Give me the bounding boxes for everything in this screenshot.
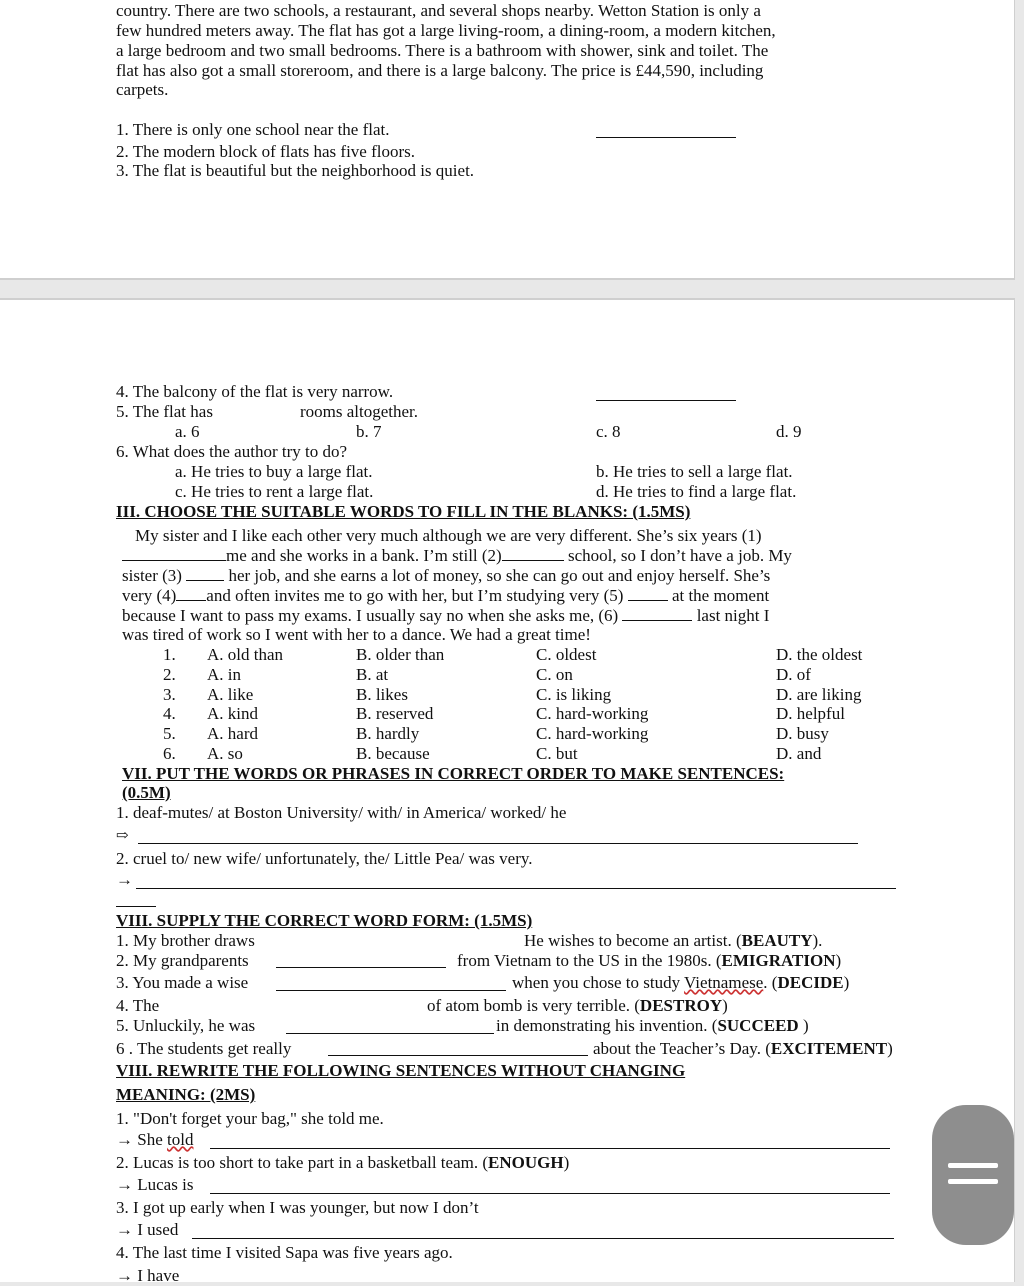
cloze-blank-2[interactable] bbox=[502, 546, 564, 561]
q5-option-a: a. 6 bbox=[175, 422, 200, 441]
option-b[interactable]: B. likes bbox=[356, 685, 408, 704]
cloze-line-3: sister (3) her job, and she earns a lot of money, so she can go out and enjoy herself. She’s bbox=[122, 566, 771, 585]
reorder-answer-line-1[interactable] bbox=[138, 843, 858, 844]
word-form-2: 2. My grandparents bbox=[116, 951, 249, 970]
rewrite-line-3[interactable] bbox=[192, 1238, 894, 1239]
reorder-answer-line-2-cont[interactable] bbox=[116, 906, 156, 907]
rewrite-item-1: 1. "Don't forget your bag," she told me. bbox=[116, 1109, 384, 1128]
option-c[interactable]: C. but bbox=[536, 744, 578, 763]
reorder-item-2: 2. cruel to/ new wife/ unfortunately, the/ Little Pea/ was very. bbox=[116, 849, 533, 868]
cloze-line-4: very (4) and often invites me to go with her, but I’m studying very (5) at the moment bbox=[122, 586, 770, 605]
reorder-item-1: 1. deaf-mutes/ at Boston University/ with/ in America/ worked/ he bbox=[116, 803, 567, 822]
section-7-points: (0.5M) bbox=[122, 783, 171, 802]
answer-blank-4[interactable] bbox=[596, 400, 736, 401]
cloze-line-1: My sister and I like each other very much although we are very different. She’s six years (1) bbox=[135, 526, 762, 545]
rewrite-answer-1: → She told bbox=[116, 1130, 194, 1149]
option-number: 1. bbox=[163, 645, 176, 664]
passage-line-4: flat has also got a small storeroom, and there is a large balcony. The price is £44,590, including bbox=[116, 61, 764, 80]
option-a[interactable]: A. kind bbox=[207, 704, 258, 723]
option-number: 5. bbox=[163, 724, 176, 743]
option-b[interactable]: B. hardly bbox=[356, 724, 420, 743]
rewrite-answer-2: → Lucas is bbox=[116, 1175, 194, 1194]
word-form-2-rest: from Vietnam to the US in the 1980s. (EMIGRATION) bbox=[457, 951, 842, 970]
arrow-icon: ⇨ bbox=[116, 828, 129, 844]
cloze-blank-1[interactable] bbox=[122, 546, 226, 561]
option-c[interactable]: C. oldest bbox=[536, 645, 597, 664]
option-d[interactable]: D. the oldest bbox=[776, 645, 863, 664]
question-5-end: rooms altogether. bbox=[300, 402, 419, 421]
cloze-line-6: was tired of work so I went with her to a dance. We had a great time! bbox=[122, 625, 591, 644]
word-form-4: 4. The bbox=[116, 996, 160, 1015]
word-form-3-rest: when you chose to study Vietnamese. (DECIDE) bbox=[512, 973, 850, 992]
answer-blank-1[interactable] bbox=[596, 137, 736, 138]
rewrite-item-4: 4. The last time I visited Sapa was five years ago. bbox=[116, 1243, 453, 1262]
q6-option-d: d. He tries to find a large flat. bbox=[596, 482, 797, 501]
section-7-heading: VII. PUT THE WORDS OR PHRASES IN CORRECT ORDER TO MAKE SENTENCES: bbox=[122, 764, 785, 783]
q6-option-c: c. He tries to rent a large flat. bbox=[175, 482, 374, 501]
passage-line-3: a large bedroom and two small bedrooms. There is a bathroom with shower, sink and toilet. The bbox=[116, 41, 769, 60]
option-a[interactable]: A. in bbox=[207, 665, 241, 684]
option-number: 4. bbox=[163, 704, 176, 723]
option-b[interactable]: B. reserved bbox=[356, 704, 434, 723]
question-2: 2. The modern block of flats has five floors. bbox=[116, 142, 416, 161]
option-number: 3. bbox=[163, 685, 176, 704]
option-a[interactable]: A. like bbox=[207, 685, 254, 704]
option-c[interactable]: C. hard-working bbox=[536, 704, 649, 723]
word-form-1-rest: He wishes to become an artist. (BEAUTY). bbox=[524, 931, 823, 950]
q5-option-d: d. 9 bbox=[776, 422, 802, 441]
handle-grip-icon bbox=[948, 1163, 998, 1168]
option-d[interactable]: D. of bbox=[776, 665, 811, 684]
reorder-answer-line-2[interactable] bbox=[136, 888, 896, 889]
cloze-blank-5[interactable] bbox=[628, 586, 668, 601]
section-8-heading: VIII. SUPPLY THE CORRECT WORD FORM: (1.5MS) bbox=[116, 911, 533, 930]
passage-line-5: carpets. bbox=[116, 80, 169, 99]
option-number: 6. bbox=[163, 744, 176, 763]
cloze-blank-3[interactable] bbox=[186, 566, 224, 581]
word-form-5-rest: in demonstrating his invention. (SUCCEED ) bbox=[496, 1016, 809, 1035]
word-form-blank-3[interactable] bbox=[276, 990, 506, 991]
q5-option-c: c. 8 bbox=[596, 422, 621, 441]
option-d[interactable]: D. helpful bbox=[776, 704, 845, 723]
option-d[interactable]: D. busy bbox=[776, 724, 829, 743]
word-form-4-rest: of atom bomb is very terrible. (DESTROY) bbox=[427, 996, 728, 1015]
passage-line-2: few hundred meters away. The flat has got a large living-room, a dining-room, a modern kitchen, bbox=[116, 21, 776, 40]
cloze-line-5: because I want to pass my exams. I usually say no when she asks me, (6) last night I bbox=[122, 606, 770, 625]
option-d[interactable]: D. are liking bbox=[776, 685, 862, 704]
rewrite-item-2: 2. Lucas is too short to take part in a basketball team. (ENOUGH) bbox=[116, 1153, 570, 1172]
arrow-icon: → bbox=[116, 870, 133, 889]
rewrite-line-1[interactable] bbox=[210, 1148, 890, 1149]
page-1 bbox=[0, 0, 1015, 280]
rewrite-item-3: 3. I got up early when I was younger, but now I don’t bbox=[116, 1198, 479, 1217]
scroll-handle[interactable] bbox=[932, 1105, 1014, 1245]
option-a[interactable]: A. hard bbox=[207, 724, 258, 743]
passage-line-1: country. There are two schools, a restaurant, and several shops nearby. Wetton Station is only a bbox=[116, 1, 761, 20]
word-form-6: 6 . The students get really bbox=[116, 1039, 292, 1058]
option-c[interactable]: C. is liking bbox=[536, 685, 612, 704]
question-1: 1. There is only one school near the flat. bbox=[116, 120, 390, 139]
rewrite-line-2[interactable] bbox=[210, 1193, 890, 1194]
question-3: 3. The flat is beautiful but the neighborhood is quiet. bbox=[116, 161, 475, 180]
word-form-6-rest: about the Teacher’s Day. (EXCITEMENT) bbox=[593, 1039, 893, 1058]
word-form-3: 3. You made a wise bbox=[116, 973, 249, 992]
question-6: 6. What does the author try to do? bbox=[116, 442, 348, 461]
q6-option-b: b. He tries to sell a large flat. bbox=[596, 462, 793, 481]
option-b[interactable]: B. because bbox=[356, 744, 430, 763]
option-b[interactable]: B. at bbox=[356, 665, 389, 684]
rewrite-heading-points: MEANING: (2MS) bbox=[116, 1085, 256, 1104]
option-c[interactable]: C. on bbox=[536, 665, 573, 684]
rewrite-answer-4: → I have bbox=[116, 1266, 180, 1285]
section-3-heading: III. CHOOSE THE SUITABLE WORDS TO FILL IN THE BLANKS: (1.5MS) bbox=[116, 502, 691, 521]
handle-grip-icon bbox=[948, 1179, 998, 1184]
question-4: 4. The balcony of the flat is very narrow. bbox=[116, 382, 394, 401]
cloze-line-2: me and she works in a bank. I’m still (2) school, so I don’t have a job. My bbox=[122, 546, 792, 566]
option-a[interactable]: A. so bbox=[207, 744, 243, 763]
q5-option-b: b. 7 bbox=[356, 422, 382, 441]
option-number: 2. bbox=[163, 665, 176, 684]
q6-option-a: a. He tries to buy a large flat. bbox=[175, 462, 373, 481]
word-form-blank-2[interactable] bbox=[276, 967, 446, 968]
option-b[interactable]: B. older than bbox=[356, 645, 445, 664]
rewrite-heading: VIII. REWRITE THE FOLLOWING SENTENCES WITHOUT CHANGING bbox=[116, 1061, 686, 1080]
cloze-blank-6[interactable] bbox=[622, 606, 692, 621]
question-5-start: 5. The flat has bbox=[116, 402, 213, 421]
word-form-blank-6[interactable] bbox=[328, 1055, 588, 1056]
word-form-1: 1. My brother draws bbox=[116, 931, 255, 950]
word-form-blank-5[interactable] bbox=[286, 1033, 494, 1034]
option-a[interactable]: A. old than bbox=[207, 645, 284, 664]
rewrite-answer-3: → I used bbox=[116, 1220, 179, 1239]
cloze-blank-4[interactable] bbox=[176, 586, 206, 601]
word-form-5: 5. Unluckily, he was bbox=[116, 1016, 256, 1035]
option-c[interactable]: C. hard-working bbox=[536, 724, 649, 743]
option-d[interactable]: D. and bbox=[776, 744, 822, 763]
